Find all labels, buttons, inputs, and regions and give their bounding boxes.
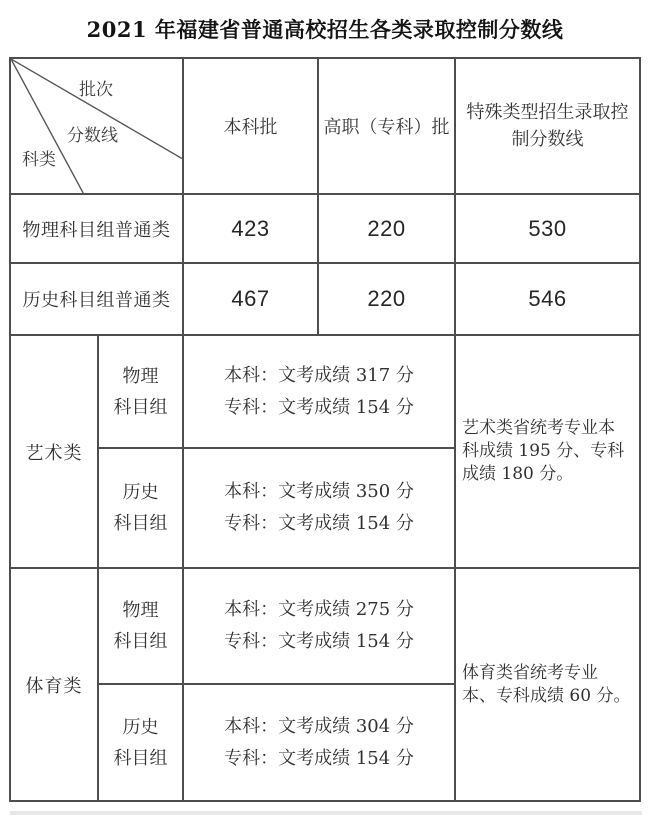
group-label-line1: 物理: [122, 600, 159, 621]
group-label-sports-physics: [98, 568, 183, 684]
note-line: 科成绩 195 分、专科: [462, 441, 625, 461]
score-line-zhuanke: 专科：文考成绩 154 分: [224, 513, 414, 534]
scan-edge-artifact: [10, 811, 642, 815]
score-table: [9, 57, 641, 802]
score-line-benke: 本科：文考成绩 350 分: [224, 481, 414, 502]
group-label-sports-history: [98, 684, 183, 801]
group-label-line2: 科目组: [113, 747, 168, 769]
score-line-zhuanke: 专科：文考成绩 154 分: [224, 747, 414, 769]
corner-cell: [10, 58, 183, 194]
table-row-sports-physics: [10, 568, 640, 684]
note-cell-sports: [455, 568, 640, 801]
score-line-benke: 本科：文考成绩 275 分: [224, 599, 414, 620]
group-label-line2: 科目组: [113, 631, 168, 652]
corner-label-score-line: 分数线: [67, 126, 118, 146]
row-label-physics-general: 物理科目组普通类: [10, 194, 183, 263]
col-header-vocational-batch: 高职（专科）批: [318, 58, 455, 194]
group-label-arts-history: [98, 448, 183, 568]
score-physics-benke: 423: [183, 194, 318, 263]
group-label-line2: 科目组: [113, 513, 168, 534]
row-label-history-general: 历史科目组普通类: [10, 263, 183, 335]
col-header-undergraduate-batch: 本科批: [183, 58, 318, 194]
note-cell-arts: [455, 335, 640, 568]
note-line: 艺术类省统考专业本: [462, 418, 615, 438]
col-header-special-line2: 制分数线: [511, 129, 584, 150]
score-line-zhuanke: 专科：文考成绩 154 分: [224, 631, 414, 652]
scores-arts-physics: [183, 335, 455, 448]
table-row-history-general: [10, 263, 640, 335]
score-history-benke: 467: [183, 263, 318, 335]
score-history-special: 546: [455, 263, 640, 335]
page-title: 2021 年福建省普通高校招生各类录取控制分数线: [86, 17, 564, 42]
note-line: 成绩 180 分。: [462, 464, 574, 484]
scores-sports-history: [183, 684, 455, 801]
group-label-line2: 科目组: [113, 396, 168, 418]
table-row-physics-general: [10, 194, 640, 263]
score-line-benke: 本科：文考成绩 304 分: [224, 715, 414, 737]
scores-sports-physics: [183, 568, 455, 684]
score-history-gaozhi: 220: [318, 263, 455, 335]
corner-label-batch: 批次: [79, 80, 113, 100]
group-label-line1: 历史: [122, 716, 159, 738]
col-header-special-type: [455, 58, 640, 194]
group-label-arts-physics: [98, 335, 183, 448]
note-line: 体育类省统考专业: [462, 662, 598, 683]
category-cell-sports: 体育类: [10, 568, 98, 801]
score-physics-gaozhi: 220: [318, 194, 455, 263]
score-line-zhuanke: 专科：文考成绩 154 分: [224, 396, 414, 418]
note-line: 本、专科成绩 60 分。: [462, 685, 631, 706]
scores-arts-history: [183, 448, 455, 568]
group-label-line1: 历史: [122, 482, 159, 503]
header-row: [10, 58, 640, 194]
score-physics-special: 530: [455, 194, 640, 263]
score-line-benke: 本科：文考成绩 317 分: [224, 364, 414, 386]
category-cell-arts: 艺术类: [10, 335, 98, 568]
corner-label-subject-category: 科类: [22, 150, 56, 170]
group-label-line1: 物理: [122, 365, 159, 387]
table-row-arts-physics: [10, 335, 640, 448]
col-header-special-line1: 特殊类型招生录取控: [466, 102, 629, 123]
